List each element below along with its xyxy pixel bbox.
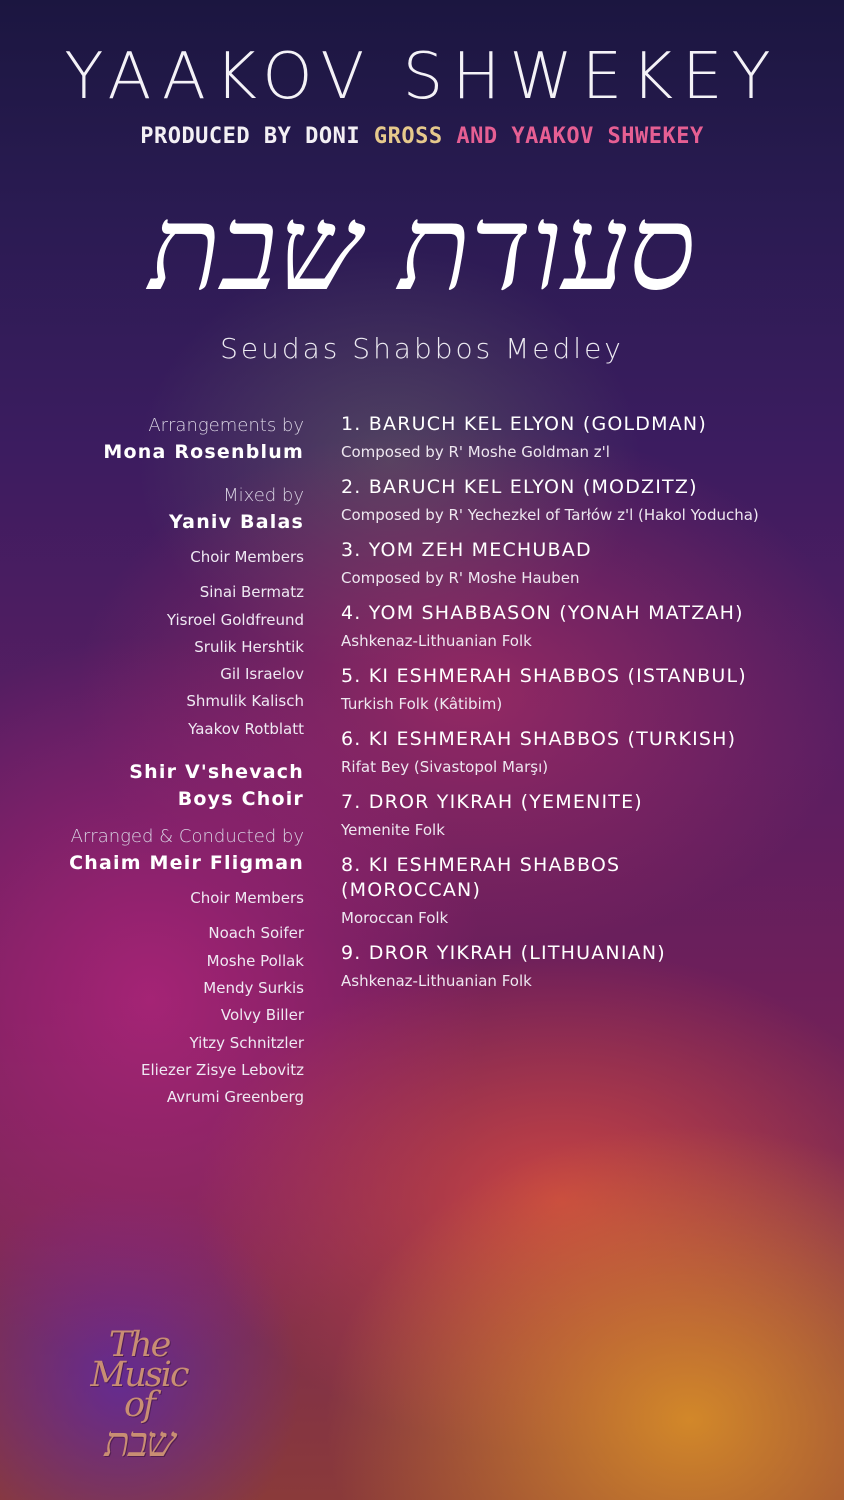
choir-member: Noach Soifer (208, 924, 304, 943)
choir-member: Srulik Hershtik (194, 637, 304, 656)
track-title: 5. KI ESHMERAH SHABBOS (ISTANBUL) (341, 665, 747, 687)
track-item (341, 853, 826, 929)
logo-line-1: The (108, 1325, 170, 1365)
arrangements-name: Mona Rosenblum (103, 441, 304, 463)
mixed-label: Mixed by (223, 485, 304, 506)
track-list (341, 412, 826, 1004)
track-composer: Yemenite Folk (341, 821, 445, 839)
track-composer: Composed by R' Yechezkel of Tarłów z'l (Hakol Yoducha) (341, 506, 759, 524)
track-item (341, 727, 826, 778)
track-composer: Turkish Folk (Kâtibim) (341, 695, 503, 713)
track-title: 6. KI ESHMERAH SHABBOS (TURKISH) (341, 728, 737, 750)
logo-line-2: Music (90, 1355, 188, 1395)
track-item (341, 412, 826, 463)
choir-member: Mendy Surkis (203, 978, 304, 997)
producer-credit (0, 124, 844, 149)
track-title: 8. KI ESHMERAH SHABBOS (MOROCCAN) (341, 854, 621, 901)
choir-member: Gil Israelov (220, 665, 304, 684)
boys-choir-line-1: Shir V'shevach (129, 761, 304, 784)
track-title: 3. YOM ZEH MECHUBAD (341, 539, 592, 561)
choir-member: Avrumi Greenberg (166, 1088, 304, 1107)
track-item (341, 475, 826, 526)
track-title: 1. BARUCH KEL ELYON (GOLDMAN) (341, 413, 707, 435)
track-composer: Rifat Bey (Sivastopol Marşı) (341, 758, 549, 776)
track-composer: Composed by R' Moshe Goldman z'l (341, 443, 610, 461)
logo-line-4: שבת (104, 1417, 174, 1466)
track-title: 4. YOM SHABBASON (YONAH MATZAH) (341, 602, 744, 624)
track-title: 9. DROR YIKRAH (LITHUANIAN) (341, 942, 666, 964)
music-of-shabbos-logo (84, 1325, 194, 1470)
choir-member: Sinai Bermatz (199, 583, 304, 602)
track-title: 2. BARUCH KEL ELYON (MODZITZ) (341, 476, 698, 498)
choir-member: Yitzy Schnitzler (189, 1033, 304, 1052)
choir-member: Moshe Pollak (206, 951, 304, 970)
mixed-name: Yaniv Balas (168, 511, 304, 533)
track-title: 7. DROR YIKRAH (YEMENITE) (341, 791, 643, 813)
conducted-label: Arranged & Conducted by (70, 826, 304, 848)
artist-name: YAAKOV SHWEKEY (64, 40, 780, 114)
track-item (341, 941, 826, 992)
track-composer: Ashkenaz-Lithuanian Folk (341, 632, 532, 650)
boys-choir-line-2: Boys Choir (177, 788, 304, 811)
track-item (341, 790, 826, 841)
subtitle: Seudas Shabbos Medley (220, 332, 624, 365)
track-item (341, 601, 826, 652)
producer-part-2: GROSS (373, 124, 443, 149)
choir-member: Yaakov Rotblatt (188, 719, 304, 738)
choir1-label: Choir Members (190, 548, 304, 566)
credits-column (20, 412, 304, 1111)
track-item (341, 538, 826, 589)
choir-member: Yisroel Goldfreund (166, 610, 304, 629)
logo-line-3: of (123, 1385, 155, 1425)
choir-member: Shmulik Kalisch (186, 692, 304, 711)
track-item (341, 664, 826, 715)
choir2-label: Choir Members (190, 889, 304, 908)
track-composer: Moroccan Folk (341, 909, 449, 927)
track-composer: Ashkenaz-Lithuanian Folk (341, 972, 532, 990)
producer-part-3: AND YAAKOV SHWEKEY (456, 124, 704, 149)
conducted-name: Chaim Meir Fligman (69, 852, 304, 875)
choir-member: Volvy Biller (220, 1006, 304, 1025)
choir-member: Eliezer Zisye Lebovitz (140, 1060, 304, 1079)
arrangements-label: Arrangements by (148, 415, 304, 436)
producer-part-1: PRODUCED BY DONI (140, 124, 361, 149)
track-composer: Composed by R' Moshe Hauben (341, 569, 580, 587)
hebrew-title: סעודת שבת (148, 179, 696, 317)
